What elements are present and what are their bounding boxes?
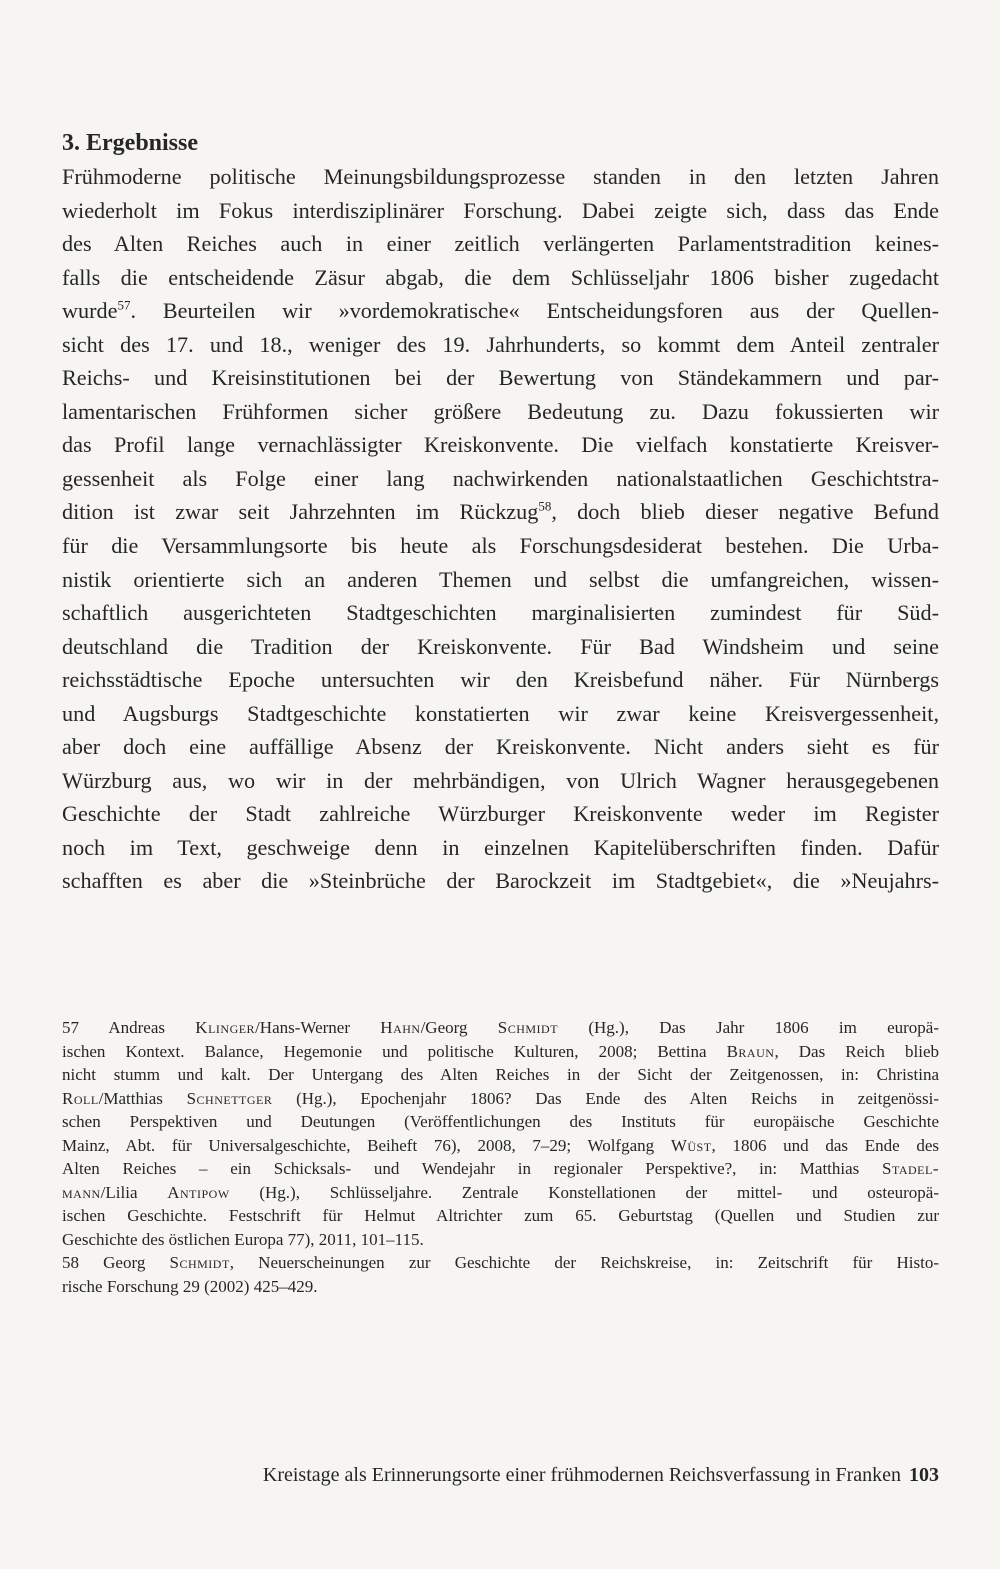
- text: für die Versammlungsorte bis heute als Forschungsdesiderat bestehen. Die Urba-: [62, 533, 939, 559]
- body-line: [62, 395, 939, 429]
- body-line: [62, 864, 939, 898]
- text: nicht stumm und kalt. Der Untergang des Alten Reiches in der Sicht der Zeitgenossen, in: Christina: [62, 1065, 939, 1084]
- footnote-line: [62, 1040, 939, 1064]
- author-name: Wüst: [670, 1135, 712, 1155]
- body-line: [62, 194, 939, 228]
- body-text: [62, 160, 939, 898]
- text: Alten Reiches – ein Schicksals- und Wendejahr in regionaler Perspektive?, in: Matthias: [62, 1159, 883, 1178]
- text: ischen Kontext. Balance, Hegemonie und politische Kulturen, 2008; Bettina: [62, 1041, 727, 1061]
- text: ischen Geschichte. Festschrift für Helmut Altrichter zum 65. Geburtstag (Quellen und Studien zur: [62, 1206, 939, 1225]
- text: wurde: [62, 298, 118, 324]
- body-line: [62, 328, 939, 362]
- body-line: [62, 764, 939, 798]
- body-line: [62, 160, 939, 194]
- footnote-line: [62, 1063, 939, 1087]
- footnotes: [62, 1016, 939, 1298]
- text: 57 Andreas: [62, 1018, 196, 1037]
- author-name: Schmidt: [497, 1018, 559, 1037]
- text: . Beurteilen wir »vordemokratische« Entscheidungsforen aus der Quellen-: [130, 298, 939, 324]
- text: rische Forschung 29 (2002) 425–429.: [62, 1276, 318, 1296]
- body-line: [62, 294, 939, 328]
- text: /Lilia: [100, 1182, 168, 1202]
- text: und Augsburgs Stadtgeschichte konstatierten wir zwar keine Kreisvergessenheit,: [62, 700, 939, 726]
- author-name: Schnettger: [186, 1088, 273, 1108]
- text: noch im Text, geschweige denn in einzelnen Kapitelüberschriften finden. Dafür: [62, 834, 939, 860]
- body-line: [62, 630, 939, 664]
- text: Geschichte des östlichen Europa 77), 2011, 101–115.: [62, 1229, 424, 1249]
- footnote-line: [62, 1110, 939, 1134]
- text: Würzburg aus, wo wir in der mehrbändigen, von Ulrich Wagner herausgegebenen: [62, 767, 939, 793]
- footnote-line: [62, 1275, 939, 1299]
- text: /Matthias: [98, 1088, 187, 1108]
- text: schen Perspektiven und Deutungen (Veröffentlichungen des Instituts für europäische Geschichte: [62, 1112, 939, 1131]
- body-line: [62, 428, 939, 462]
- author-name: Braun: [726, 1041, 775, 1061]
- body-line: [62, 730, 939, 764]
- body-line: [62, 663, 939, 697]
- running-title: Kreistage als Erinnerungsorte einer frühmodernen Reichsverfassung in Franken: [262, 1464, 901, 1486]
- footnote-58: [62, 1251, 939, 1298]
- footnote-line: [62, 1251, 939, 1275]
- body-line: [62, 361, 939, 395]
- footnote-line: [62, 1134, 939, 1158]
- body-line: [62, 596, 939, 630]
- text: /Georg: [420, 1018, 498, 1037]
- text: schafften es aber die »Steinbrüche der Barockzeit im Stadtgebiet«, die »Neujahrs-: [62, 868, 939, 894]
- text: aber doch eine auffällige Absenz der Kreiskonvente. Nicht anders sieht es für: [62, 734, 939, 760]
- body-line: [62, 697, 939, 731]
- text: (Hg.), Schlüsseljahre. Zentrale Konstellationen der mittel- und osteuropä-: [229, 1182, 939, 1202]
- text: Geschichte der Stadt zahlreiche Würzburger Kreiskonvente weder im Register: [62, 801, 939, 827]
- text: lamentarischen Frühformen sicher größere Bedeutung zu. Dazu fokussierten wir: [62, 398, 939, 424]
- text: wiederholt im Fokus interdisziplinärer Forschung. Dabei zeigte sich, dass das Ende: [62, 197, 939, 223]
- body-line: [62, 797, 939, 831]
- section-heading: 3. Ergebnisse: [62, 130, 199, 156]
- text: (Hg.), Das Jahr 1806 im europä-: [558, 1018, 940, 1037]
- running-footer: [198, 1462, 939, 1488]
- text: /Hans-Werner: [255, 1018, 381, 1037]
- body-line: [62, 529, 939, 563]
- footnote-line: [62, 1087, 939, 1111]
- text: das Profil lange vernachlässigter Kreiskonvente. Die vielfach konstatierte Kreisver-: [62, 432, 939, 458]
- body-line: [62, 227, 939, 261]
- body-line: [62, 831, 939, 865]
- author-name: Antipow: [167, 1182, 230, 1202]
- page-number: 103: [909, 1464, 939, 1486]
- text: des Alten Reiches auch in einer zeitlich verlängerten Parlamentstradition keines-: [62, 231, 939, 257]
- footnote-ref-57[interactable]: 57: [117, 297, 131, 313]
- footnote-line: [62, 1204, 939, 1228]
- text: deutschland die Tradition der Kreiskonvente. Für Bad Windsheim und seine: [62, 633, 939, 659]
- author-name: Roll: [62, 1088, 99, 1108]
- footnote-line: [62, 1228, 939, 1252]
- author-name: mann: [62, 1182, 101, 1202]
- text: Reichs- und Kreisinstitutionen bei der Bewertung von Ständekammern und par-: [62, 365, 939, 391]
- text: falls die entscheidende Zäsur abgab, die dem Schlüsseljahr 1806 bisher zugedacht: [62, 264, 939, 290]
- text: (Hg.), Epochenjahr 1806? Das Ende des Alten Reichs in zeitgenössi-: [272, 1088, 939, 1108]
- text: gessenheit als Folge einer lang nachwirkenden nationalstaatlichen Geschichtstra-: [62, 465, 939, 491]
- author-name: Klinger: [195, 1018, 256, 1037]
- text: nistik orientierte sich an anderen Themen und selbst die umfangreichen, wissen-: [62, 566, 939, 592]
- text: 58 Georg: [62, 1253, 170, 1272]
- text: , 1806 und das Ende des: [711, 1135, 939, 1155]
- author-name: Schmidt: [169, 1253, 230, 1272]
- text: , doch blieb dieser negative Befund: [551, 499, 939, 525]
- body-line: [62, 495, 939, 529]
- footnote-line: [62, 1181, 939, 1205]
- footnote-ref-58[interactable]: 58: [538, 499, 552, 515]
- text: sicht des 17. und 18., weniger des 19. Jahrhunderts, so kommt dem Anteil zentraler: [62, 331, 939, 357]
- text: , Das Reich blieb: [774, 1041, 939, 1061]
- body-line: [62, 261, 939, 295]
- author-name: Stadel-: [882, 1159, 939, 1178]
- footnote-line: [62, 1157, 939, 1181]
- text: schaftlich ausgerichteten Stadtgeschichten marginalisierten zumindest für Süd-: [62, 600, 939, 626]
- text: dition ist zwar seit Jahrzehnten im Rückzug: [62, 499, 539, 525]
- footnote-line: [62, 1016, 939, 1040]
- text: reichsstädtische Epoche untersuchten wir den Kreisbefund näher. Für Nürnbergs: [62, 667, 939, 693]
- text: Mainz, Abt. für Universalgeschichte, Beiheft 76), 2008, 7–29; Wolfgang: [62, 1135, 671, 1155]
- text: Frühmoderne politische Meinungsbildungsprozesse standen in den letzten Jahren: [62, 164, 939, 189]
- author-name: Hahn: [380, 1018, 421, 1037]
- body-line: [62, 462, 939, 496]
- footnote-57: [62, 1016, 939, 1251]
- body-line: [62, 563, 939, 597]
- text: , Neuerscheinungen zur Geschichte der Reichskreise, in: Zeitschrift für Histo-: [229, 1253, 939, 1272]
